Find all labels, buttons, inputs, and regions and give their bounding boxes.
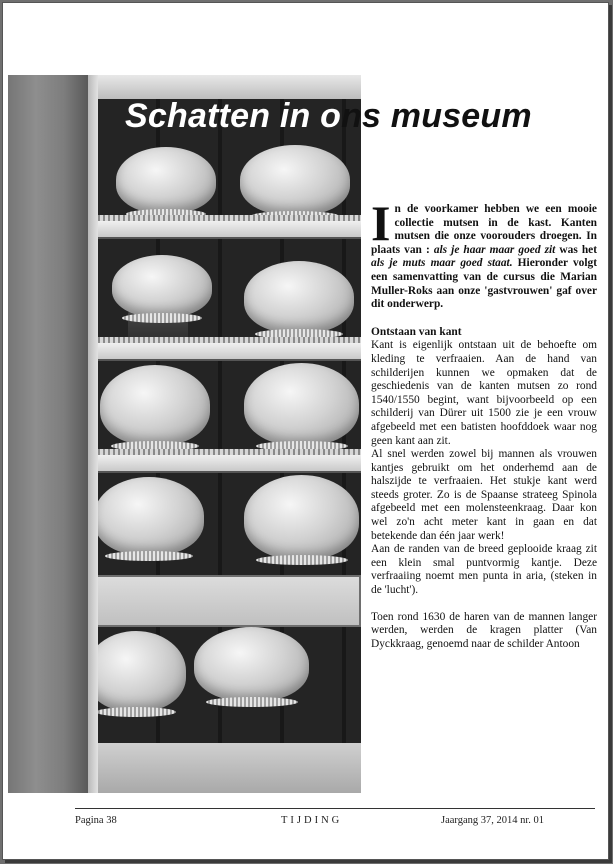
lace-cap	[100, 365, 210, 445]
cabinet-top-frame	[68, 75, 361, 99]
article-intro	[371, 195, 598, 312]
intro-text-b: was het	[555, 243, 598, 256]
article-column	[371, 195, 598, 651]
footer-issue: Jaargang 37, 2014 nr. 01	[441, 815, 545, 826]
cabinet-drawer	[88, 575, 361, 627]
lace-cap	[116, 147, 216, 213]
lace-cap	[86, 631, 186, 711]
intro-text-a: die onze voorouders droegen. In plaats van :	[371, 230, 597, 256]
paragraph-gap	[371, 598, 597, 611]
footer-rule	[75, 808, 595, 809]
article-title-part1: Schatten in o	[125, 97, 342, 135]
lace-cap	[194, 627, 309, 701]
cabinet-shelf	[90, 221, 361, 239]
paragraph-3: Aan de randen van de breed geplooide kraag zit een klein smal puntvormig kantje. Deze verfraaiing noemt men punta in aria, (steken in de 'lucht').	[371, 543, 597, 597]
lace-cap	[112, 255, 212, 317]
intro-line-3: in de kast. Kanten mutsen	[394, 216, 597, 243]
cabinet-bottom-rail	[86, 743, 361, 793]
lace-cap	[244, 261, 354, 333]
footer-magazine-name: TIJDING	[281, 815, 343, 826]
lace-cap	[244, 363, 359, 445]
intro-line-2: een mooie collectie mutsen	[394, 203, 597, 229]
intro-text-c: Hieronder volgt een samenvatting van de cursus die Marian Muller-Roks aan onze 'gastvrouwen' gaf over dit onderwerp.	[371, 257, 597, 311]
magazine-page	[2, 2, 609, 860]
lace-cap	[94, 477, 204, 555]
article-title	[125, 97, 532, 136]
lace-cap	[240, 145, 350, 215]
lace-cap	[244, 475, 359, 559]
intro-line-1: n de voorkamer hebben we	[394, 203, 540, 215]
cabinet-shelf	[90, 455, 361, 473]
intro-quote-1: als je haar maar goed zit	[433, 243, 556, 256]
paragraph-1: Kant is eigenlijk ontstaan uit de behoefte om kleding te verfraaien. Aan de hand van schilderijen kunnen we opmaken dat de geschiedenis van de kanten mutsen zo rond 1540/1550 begint, want bijvoorbeeld op een schilderij van Dürer uit 1500 zie je een vrouw afgebeeld met een batisten hoofddoek waar nog geen kant aan zit.	[371, 339, 597, 447]
paragraph-2: Al snel werden zowel bij mannen als vrouwen kantjes gebruikt om het onderhemd aan de halszijde te verfraaien. Het stukje kant werd steeds groter. Zo is de Spaanse strateeg Spinola afgebeeld met een molensteenkraag. Daar kon wel zo'n acht meter kant in gaan en dat betekende dan één jaar werk!	[371, 448, 597, 542]
cabinet-shelf	[90, 343, 361, 361]
cabinet-door	[8, 75, 91, 793]
article-title-part2: ns museum	[341, 97, 532, 135]
paragraph-4: Toen rond 1630 de haren van de mannen langer werden, werden de kragen platter (Van Dyckkraag, genoemd naar de schilder Antoon	[371, 610, 597, 650]
cabinet-photo	[8, 75, 361, 793]
cabinet-door-edge	[88, 75, 98, 793]
intro-quote-2: als je muts maar goed staat.	[371, 257, 513, 270]
section-heading: Ontstaan van kant	[371, 325, 462, 338]
drop-cap: I	[371, 195, 391, 251]
footer-page-number: Pagina 38	[75, 815, 117, 826]
